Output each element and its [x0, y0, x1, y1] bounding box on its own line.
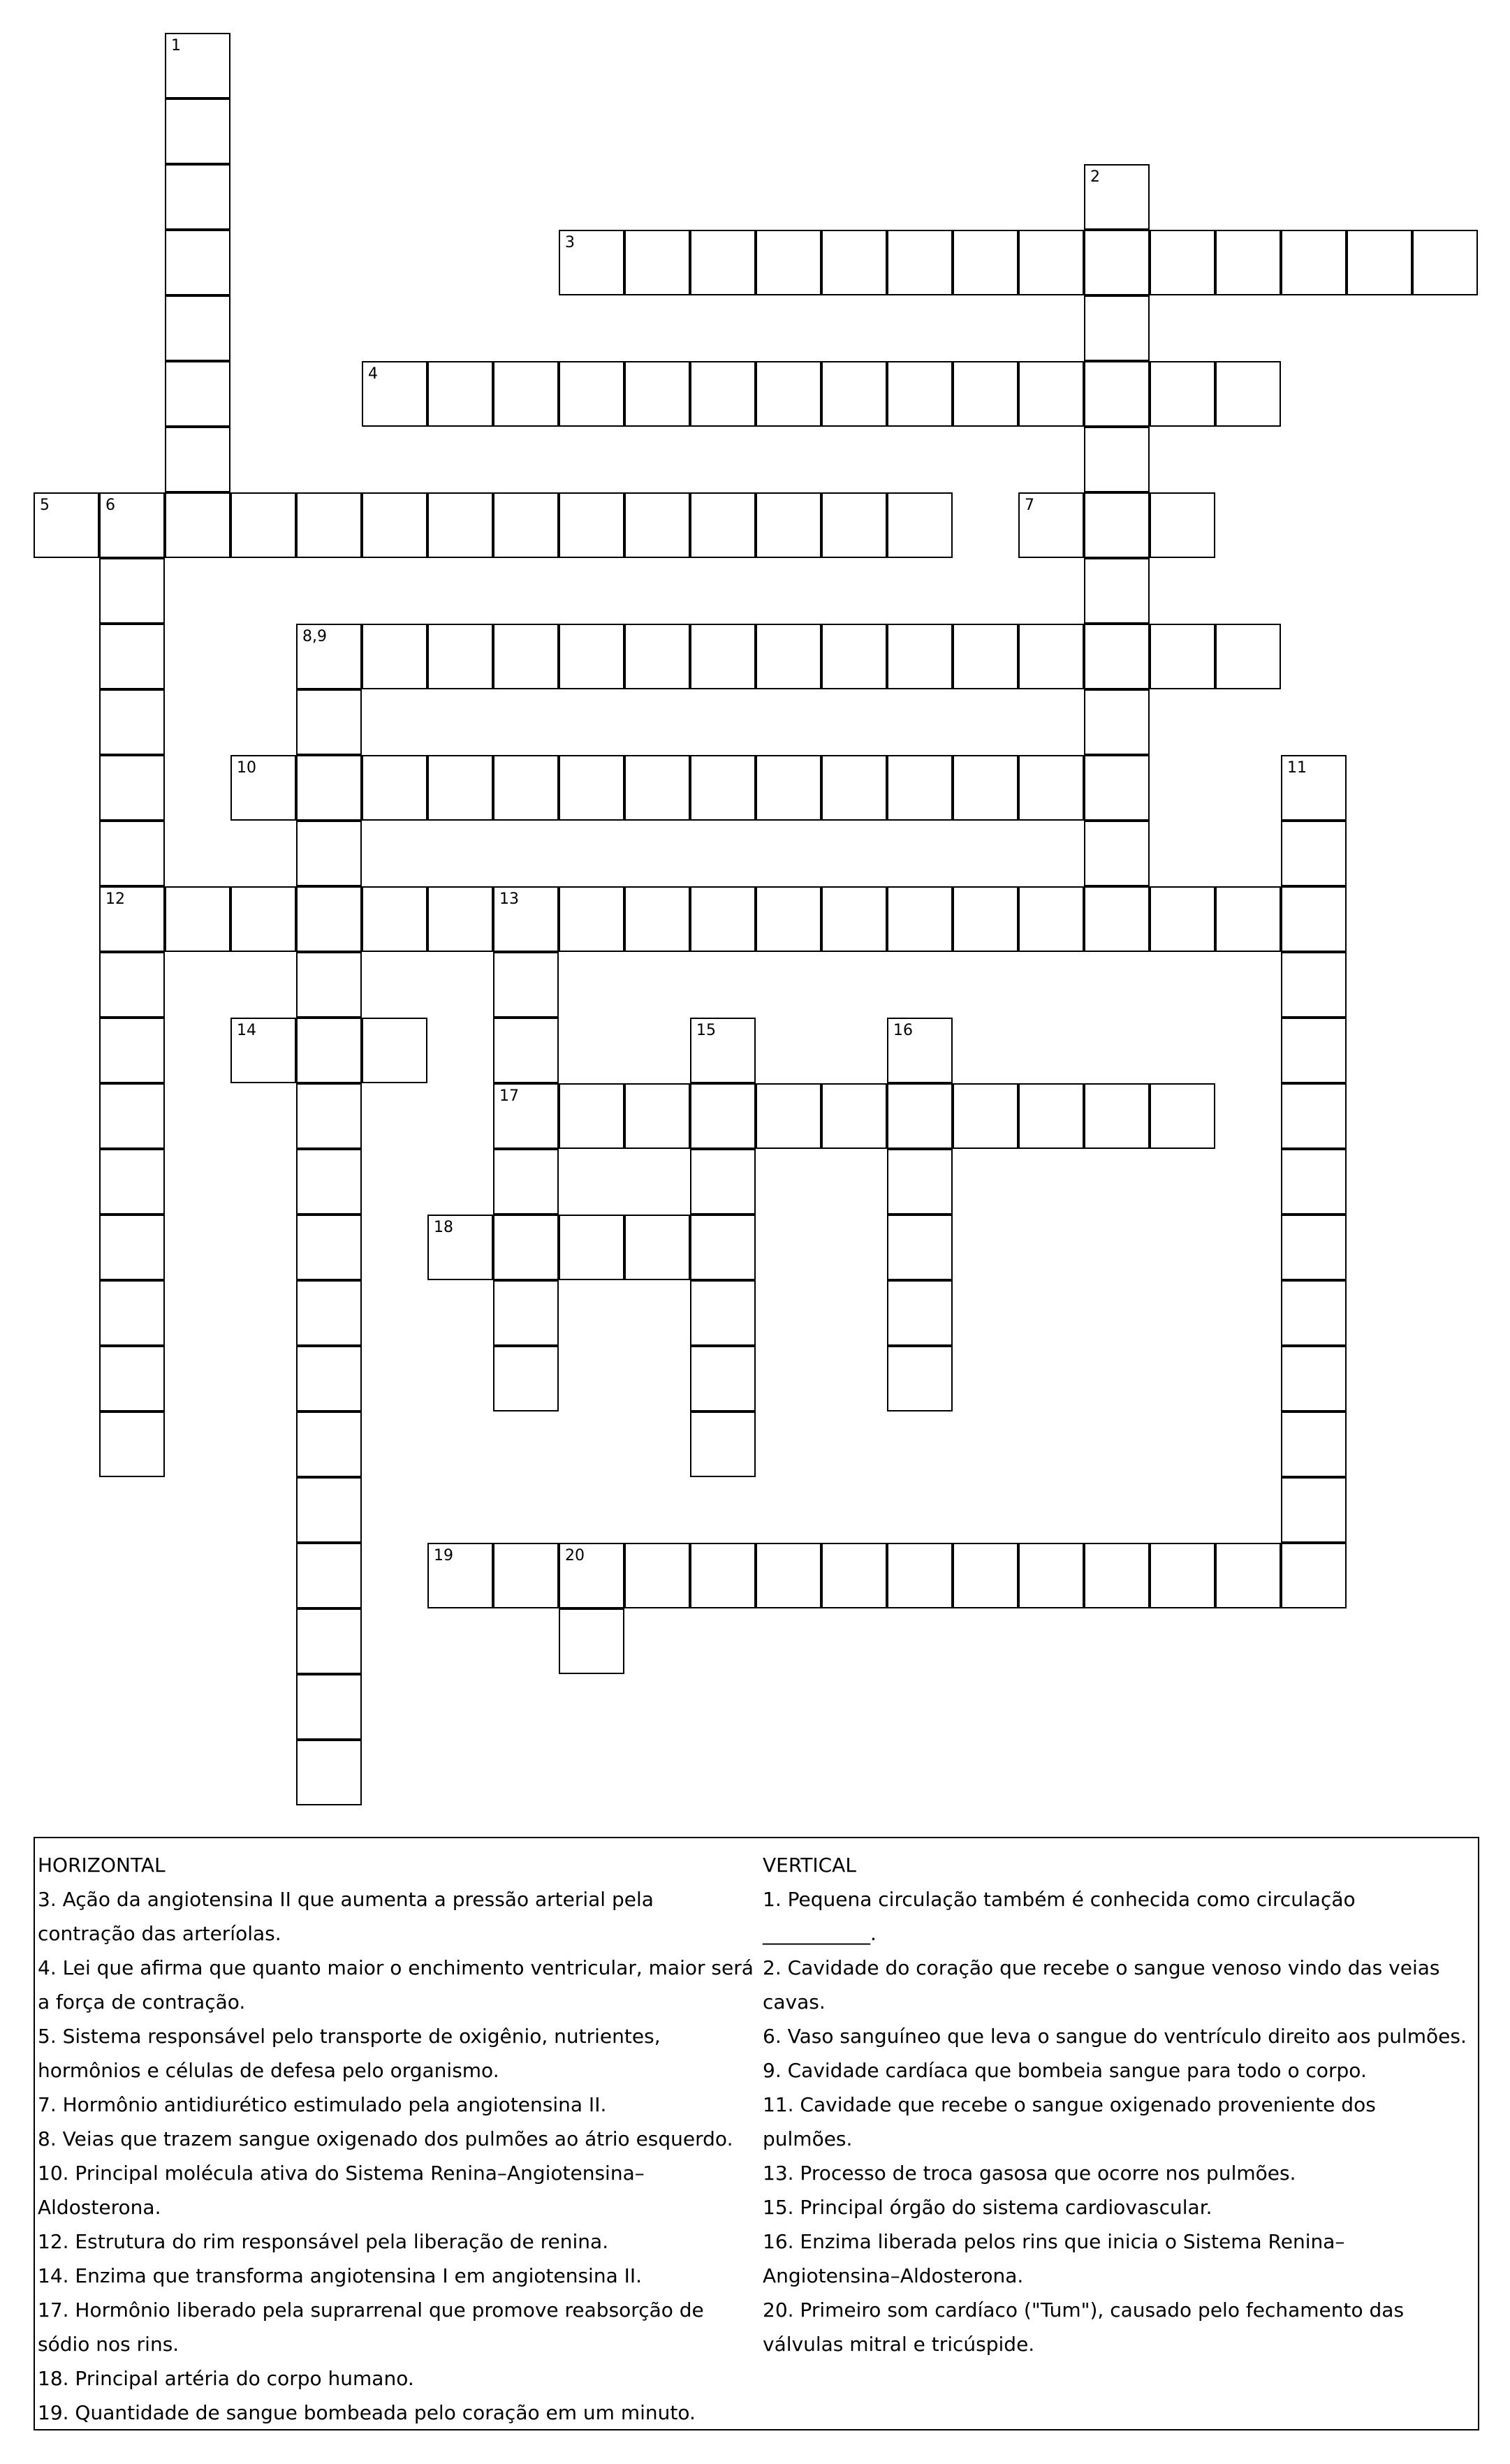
grid-cell[interactable]: [1281, 1543, 1347, 1608]
grid-cell[interactable]: [1150, 361, 1215, 427]
grid-cell[interactable]: [1150, 492, 1215, 558]
grid-cell[interactable]: [230, 1018, 296, 1083]
grid-cell[interactable]: [230, 886, 296, 952]
grid-cell[interactable]: [362, 361, 427, 427]
grid-cell[interactable]: [821, 1083, 887, 1149]
grid-cell[interactable]: [887, 1149, 953, 1215]
grid-cell[interactable]: [953, 1083, 1018, 1149]
grid-cell[interactable]: [296, 886, 362, 952]
grid-cell[interactable]: [624, 886, 690, 952]
clue-h-19: 19. Quantidade de sangue bombeada pelo coração em um minuto.: [38, 2401, 696, 2424]
grid-cell[interactable]: [821, 230, 887, 295]
grid-cell[interactable]: [1150, 230, 1215, 295]
grid-cell[interactable]: [493, 1018, 559, 1083]
grid-cell[interactable]: [493, 952, 559, 1018]
grid-cell[interactable]: [99, 1346, 165, 1411]
grid-cell[interactable]: [953, 230, 1018, 295]
grid-cell[interactable]: [756, 1083, 821, 1149]
grid-cell[interactable]: [230, 755, 296, 821]
grid-cell[interactable]: [1018, 1083, 1084, 1149]
grid-cell[interactable]: [690, 1411, 756, 1477]
grid-cell[interactable]: [887, 492, 953, 558]
grid-cell[interactable]: [296, 1674, 362, 1740]
grid-cell[interactable]: [165, 427, 230, 492]
grid-cell[interactable]: [756, 492, 821, 558]
grid-cell[interactable]: [427, 1543, 493, 1608]
grid-cell[interactable]: [756, 755, 821, 821]
clue-number: 8,9: [302, 628, 327, 645]
clue-h-3: 3. Ação da angiotensina II que aumenta a pressão arterial pela contração das arteríolas.: [38, 1888, 654, 1945]
grid-cell[interactable]: [953, 1543, 1018, 1608]
grid-cell[interactable]: [1150, 886, 1215, 952]
grid-cell[interactable]: [1281, 952, 1347, 1018]
clue-number: 13: [499, 890, 519, 908]
grid-cell[interactable]: [559, 1608, 624, 1674]
grid-cell[interactable]: [1150, 624, 1215, 689]
clue-v-11: 11. Cavidade que recebe o sangue oxigenado proveniente dos pulmões.: [763, 2093, 1376, 2150]
grid-cell[interactable]: [99, 1215, 165, 1280]
grid-cell[interactable]: [887, 1346, 953, 1411]
grid-cell[interactable]: [690, 1018, 756, 1083]
grid-cell[interactable]: [165, 886, 230, 952]
clue-v-6: 6. Vaso sanguíneo que leva o sangue do ventrículo direito aos pulmões.: [763, 2025, 1467, 2048]
grid-cell[interactable]: [493, 1543, 559, 1608]
grid-cell[interactable]: [427, 492, 493, 558]
grid-cell[interactable]: [296, 624, 362, 689]
grid-cell[interactable]: [99, 558, 165, 624]
grid-cell[interactable]: [887, 624, 953, 689]
grid-cell[interactable]: [690, 624, 756, 689]
grid-cell[interactable]: [427, 624, 493, 689]
grid-cell[interactable]: [493, 1149, 559, 1215]
grid-cell[interactable]: [887, 361, 953, 427]
clue-h-10: 10. Principal molécula ativa do Sistema Renina–Angiotensina–Aldosterona.: [38, 2162, 645, 2219]
grid-cell[interactable]: [165, 361, 230, 427]
grid-cell[interactable]: [1150, 1543, 1215, 1608]
grid-cell[interactable]: [493, 492, 559, 558]
grid-cell[interactable]: [756, 886, 821, 952]
grid-cell[interactable]: [624, 492, 690, 558]
grid-cell[interactable]: [690, 230, 756, 295]
grid-cell[interactable]: [887, 755, 953, 821]
grid-cell[interactable]: [296, 1411, 362, 1477]
clue-number: 3: [565, 234, 575, 251]
grid-cell[interactable]: [559, 361, 624, 427]
grid-cell[interactable]: [1084, 886, 1150, 952]
grid-cell[interactable]: [1084, 230, 1150, 295]
grid-cell[interactable]: [1347, 230, 1412, 295]
grid-cell[interactable]: [690, 1215, 756, 1280]
grid-cell[interactable]: [1281, 755, 1347, 821]
clue-number: 11: [1287, 759, 1307, 777]
clue-h-8: 8. Veias que trazem sangue oxigenado dos pulmões ao átrio esquerdo.: [38, 2127, 733, 2150]
grid-cell[interactable]: [1018, 886, 1084, 952]
grid-cell[interactable]: [296, 1083, 362, 1149]
grid-cell[interactable]: [1215, 624, 1281, 689]
grid-cell[interactable]: [1084, 821, 1150, 886]
clue-number: 10: [237, 759, 256, 777]
clue-h-4: 4. Lei que afirma que quanto maior o enchimento ventricular, maior será a força de contração.: [38, 1956, 754, 2014]
grid-cell[interactable]: [1215, 361, 1281, 427]
grid-cell[interactable]: [99, 952, 165, 1018]
grid-cell[interactable]: [493, 624, 559, 689]
grid-cell[interactable]: [99, 1149, 165, 1215]
grid-cell[interactable]: [1084, 295, 1150, 361]
horizontal-clues: [38, 1848, 757, 2430]
grid-cell[interactable]: [1281, 1149, 1347, 1215]
grid-cell[interactable]: [296, 492, 362, 558]
grid-cell[interactable]: [493, 1346, 559, 1411]
grid-cell[interactable]: [1215, 886, 1281, 952]
grid-cell[interactable]: [821, 624, 887, 689]
grid-cell[interactable]: [1281, 1411, 1347, 1477]
clue-v-1: 1. Pequena circulação também é conhecida como circulação ___________.: [763, 1888, 1356, 1945]
clue-v-20: 20. Primeiro som cardíaco ("Tum"), causado pelo fechamento das válvulas mitral e tricúspide.: [763, 2298, 1405, 2356]
grid-cell[interactable]: [296, 1740, 362, 1805]
grid-cell[interactable]: [296, 1280, 362, 1346]
grid-cell[interactable]: [427, 1215, 493, 1280]
grid-cell[interactable]: [624, 361, 690, 427]
grid-cell[interactable]: [296, 1149, 362, 1215]
grid-cell[interactable]: [362, 492, 427, 558]
grid-cell[interactable]: [887, 1543, 953, 1608]
grid-cell[interactable]: [1018, 361, 1084, 427]
grid-cell[interactable]: [296, 689, 362, 755]
grid-cell[interactable]: [1281, 1346, 1347, 1411]
grid-cell[interactable]: [953, 361, 1018, 427]
grid-cell[interactable]: [690, 755, 756, 821]
grid-cell[interactable]: [362, 886, 427, 952]
grid-cell[interactable]: [1084, 624, 1150, 689]
grid-cell[interactable]: [165, 492, 230, 558]
grid-cell[interactable]: [821, 492, 887, 558]
grid-cell[interactable]: [1084, 361, 1150, 427]
grid-cell[interactable]: [99, 886, 165, 952]
grid-cell[interactable]: [296, 1018, 362, 1083]
grid-cell[interactable]: [1018, 230, 1084, 295]
grid-cell[interactable]: [165, 230, 230, 295]
grid-cell[interactable]: [296, 952, 362, 1018]
grid-cell[interactable]: [296, 755, 362, 821]
grid-cell[interactable]: [1281, 1280, 1347, 1346]
clue-h-12: 12. Estrutura do rim responsável pela liberação de renina.: [38, 2230, 609, 2253]
grid-cell[interactable]: [296, 1543, 362, 1608]
grid-cell[interactable]: [953, 886, 1018, 952]
grid-cell[interactable]: [34, 492, 99, 558]
grid-cell[interactable]: [690, 1149, 756, 1215]
grid-cell[interactable]: [296, 1215, 362, 1280]
grid-cell[interactable]: [1281, 1477, 1347, 1543]
grid-cell[interactable]: [624, 1215, 690, 1280]
clue-number: 18: [434, 1219, 453, 1236]
grid-cell[interactable]: [559, 230, 624, 295]
grid-cell[interactable]: [99, 689, 165, 755]
grid-cell[interactable]: [624, 1083, 690, 1149]
grid-cell[interactable]: [559, 1083, 624, 1149]
clue-number: 19: [434, 1547, 453, 1564]
clue-number: 16: [893, 1022, 913, 1039]
grid-cell[interactable]: [1281, 1018, 1347, 1083]
clue-number: 20: [565, 1547, 585, 1564]
grid-cell[interactable]: [821, 1543, 887, 1608]
clue-number: 7: [1025, 497, 1034, 514]
clue-v-13: 13. Processo de troca gasosa que ocorre nos pulmões.: [763, 2162, 1296, 2185]
grid-cell[interactable]: [690, 1346, 756, 1411]
grid-cell[interactable]: [362, 1018, 427, 1083]
grid-cell[interactable]: [165, 98, 230, 164]
grid-cell[interactable]: [887, 1280, 953, 1346]
grid-cell[interactable]: [1215, 230, 1281, 295]
grid-cell[interactable]: [493, 886, 559, 952]
grid-cell[interactable]: [690, 361, 756, 427]
grid-cell[interactable]: [624, 624, 690, 689]
grid-cell[interactable]: [690, 492, 756, 558]
grid-cell[interactable]: [1018, 1543, 1084, 1608]
grid-cell[interactable]: [1281, 886, 1347, 952]
grid-cell[interactable]: [296, 1346, 362, 1411]
grid-cell[interactable]: [493, 1215, 559, 1280]
grid-cell[interactable]: [690, 1280, 756, 1346]
grid-cell[interactable]: [690, 1543, 756, 1608]
clue-number: 15: [696, 1022, 716, 1039]
grid-cell[interactable]: [99, 1083, 165, 1149]
clue-number: 14: [237, 1022, 256, 1039]
grid-cell[interactable]: [362, 624, 427, 689]
grid-cell[interactable]: [887, 886, 953, 952]
clue-h-14: 14. Enzima que transforma angiotensina I em angiotensina II.: [38, 2264, 643, 2287]
grid-cell[interactable]: [1084, 164, 1150, 230]
grid-cell[interactable]: [624, 755, 690, 821]
grid-cell[interactable]: [99, 492, 165, 558]
clue-number: 12: [105, 890, 125, 908]
grid-cell[interactable]: [99, 821, 165, 886]
vertical-clues: [763, 1848, 1468, 2361]
grid-cell[interactable]: [1084, 558, 1150, 624]
grid-cell[interactable]: [624, 230, 690, 295]
clue-number: 1: [171, 37, 181, 54]
clue-number: 5: [40, 497, 50, 514]
grid-cell[interactable]: [99, 1018, 165, 1083]
grid-cell[interactable]: [362, 755, 427, 821]
grid-cell[interactable]: [493, 1083, 559, 1149]
grid-cell[interactable]: [99, 1411, 165, 1477]
grid-cell[interactable]: [887, 1215, 953, 1280]
clue-number: 4: [368, 365, 378, 383]
clue-v-15: 15. Principal órgão do sistema cardiovascular.: [763, 2196, 1212, 2219]
clue-h-17: 17. Hormônio liberado pela suprarrenal que promove reabsorção de sódio nos rins.: [38, 2298, 704, 2356]
grid-cell[interactable]: [953, 624, 1018, 689]
grid-cell[interactable]: [756, 1543, 821, 1608]
grid-cell[interactable]: [821, 755, 887, 821]
grid-cell[interactable]: [559, 1215, 624, 1280]
grid-cell[interactable]: [887, 230, 953, 295]
vertical-title: VERTICAL: [763, 1854, 856, 1877]
grid-cell[interactable]: [756, 624, 821, 689]
grid-cell[interactable]: [1084, 1543, 1150, 1608]
grid-cell[interactable]: [1281, 1083, 1347, 1149]
grid-cell[interactable]: [427, 755, 493, 821]
grid-cell[interactable]: [296, 1477, 362, 1543]
grid-cell[interactable]: [99, 1280, 165, 1346]
grid-cell[interactable]: [493, 755, 559, 821]
grid-cell[interactable]: [1084, 755, 1150, 821]
clues-box: [34, 1837, 1479, 2430]
clue-number: 17: [499, 1087, 519, 1105]
grid-cell[interactable]: [296, 1608, 362, 1674]
clue-v-2: 2. Cavidade do coração que recebe o sangue venoso vindo das veias cavas.: [763, 1956, 1440, 2014]
grid-cell[interactable]: [427, 886, 493, 952]
grid-cell[interactable]: [690, 886, 756, 952]
grid-cell[interactable]: [756, 361, 821, 427]
grid-cell[interactable]: [1018, 492, 1084, 558]
grid-cell[interactable]: [1150, 1083, 1215, 1149]
grid-cell[interactable]: [559, 1543, 624, 1608]
grid-cell[interactable]: [230, 492, 296, 558]
grid-cell[interactable]: [99, 755, 165, 821]
grid-cell[interactable]: [559, 886, 624, 952]
grid-cell[interactable]: [165, 164, 230, 230]
clue-h-7: 7. Hormônio antidiurético estimulado pela angiotensina II.: [38, 2093, 607, 2116]
horizontal-title: HORIZONTAL: [38, 1854, 166, 1877]
grid-cell[interactable]: [493, 361, 559, 427]
grid-cell[interactable]: [1084, 1083, 1150, 1149]
grid-cell[interactable]: [756, 230, 821, 295]
grid-cell[interactable]: [165, 33, 230, 98]
grid-cell[interactable]: [821, 361, 887, 427]
clue-number: 6: [105, 497, 115, 514]
grid-cell[interactable]: [1281, 1215, 1347, 1280]
grid-cell[interactable]: [1215, 1543, 1281, 1608]
clue-v-16: 16. Enzima liberada pelos rins que inicia o Sistema Renina–Angiotensina–Aldosterona.: [763, 2230, 1345, 2287]
grid-cell[interactable]: [296, 821, 362, 886]
grid-cell[interactable]: [559, 755, 624, 821]
grid-cell[interactable]: [1281, 230, 1347, 295]
grid-cell[interactable]: [887, 1018, 953, 1083]
grid-cell[interactable]: [493, 1280, 559, 1346]
clue-h-5: 5. Sistema responsável pelo transporte de oxigênio, nutrientes, hormônios e células de defesa pelo organismo.: [38, 2025, 661, 2082]
grid-cell[interactable]: [559, 492, 624, 558]
grid-cell[interactable]: [1018, 624, 1084, 689]
grid-cell[interactable]: [427, 361, 493, 427]
clue-number: 2: [1090, 168, 1100, 186]
grid-cell[interactable]: [1084, 689, 1150, 755]
clue-v-9: 9. Cavidade cardíaca que bombeia sangue para todo o corpo.: [763, 2059, 1367, 2082]
grid-cell[interactable]: [1018, 755, 1084, 821]
grid-cell[interactable]: [1412, 230, 1478, 295]
grid-cell[interactable]: [821, 886, 887, 952]
grid-cell[interactable]: [1084, 427, 1150, 492]
grid-cell[interactable]: [165, 295, 230, 361]
grid-cell[interactable]: [690, 1083, 756, 1149]
grid-cell[interactable]: [1084, 492, 1150, 558]
grid-cell[interactable]: [887, 1083, 953, 1149]
grid-cell[interactable]: [99, 624, 165, 689]
clue-h-18: 18. Principal artéria do corpo humano.: [38, 2367, 414, 2390]
grid-cell[interactable]: [624, 1543, 690, 1608]
grid-cell[interactable]: [953, 755, 1018, 821]
grid-cell[interactable]: [1281, 821, 1347, 886]
grid-cell[interactable]: [559, 624, 624, 689]
